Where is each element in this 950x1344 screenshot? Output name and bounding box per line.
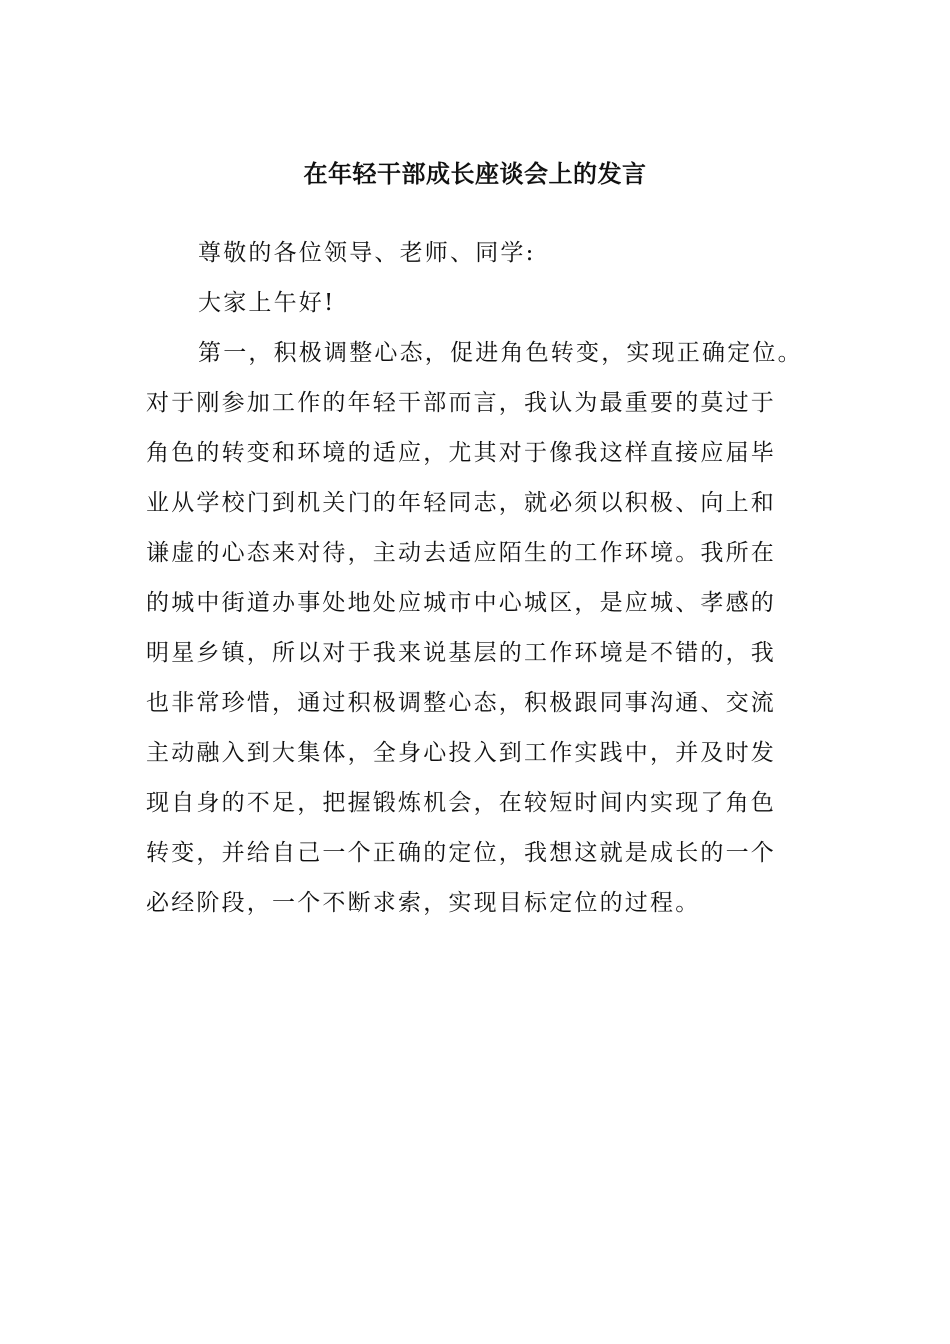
paragraph-line: 主动融入到大集体，全身心投入到工作实践中，并及时发 xyxy=(146,740,776,766)
greeting: 大家上午好! xyxy=(198,290,336,316)
paragraph-line: 现自身的不足，把握锻炼机会，在较短时间内实现了角色 xyxy=(146,790,776,816)
paragraph-line: 必经阶段，一个不断求索，实现目标定位的过程。 xyxy=(146,890,701,916)
paragraph-line: 的城中街道办事处地处应城市中心城区，是应城、孝感的 xyxy=(146,590,776,616)
document-body xyxy=(146,228,846,928)
paragraph-line: 谦虚的心态来对待，主动去适应陌生的工作环境。我所在 xyxy=(146,540,776,566)
paragraph-line: 业从学校门到机关门的年轻同志，就必须以积极、向上和 xyxy=(146,490,776,516)
paragraph-line: 对于刚参加工作的年轻干部而言，我认为最重要的莫过于 xyxy=(146,390,776,416)
page-title: 在年轻干部成长座谈会上的发言 xyxy=(303,159,647,188)
paragraph-line: 第一，积极调整心态，促进角色转变，实现正确定位。 xyxy=(198,340,803,366)
salutation: 尊敬的各位领导、老师、同学: xyxy=(198,240,536,266)
paragraph-line: 明星乡镇，所以对于我来说基层的工作环境是不错的，我 xyxy=(146,640,776,666)
paragraph-line: 转变，并给自己一个正确的定位，我想这就是成长的一个 xyxy=(146,840,776,866)
paragraph-line: 角色的转变和环境的适应，尤其对于像我这样直接应届毕 xyxy=(146,440,776,466)
paragraph-line: 也非常珍惜，通过积极调整心态，积极跟同事沟通、交流 xyxy=(146,690,776,716)
